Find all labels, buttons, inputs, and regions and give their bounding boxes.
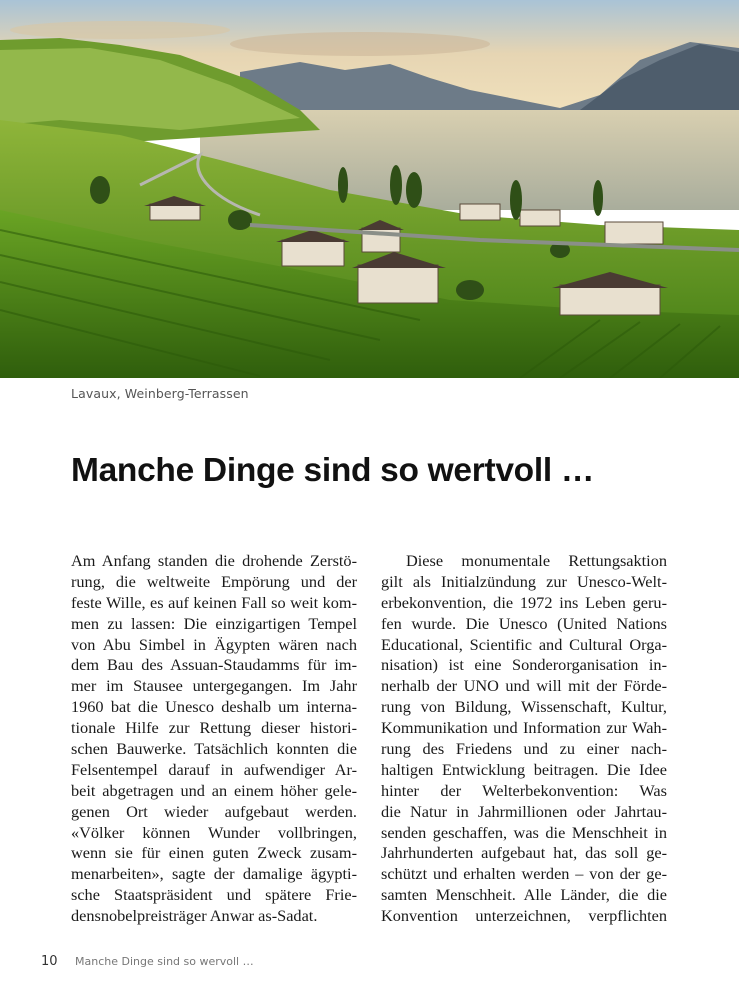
text-line: rung, die weltweite Empörung und der bbox=[71, 571, 357, 591]
text-line: erbekonvention, die 1972 ins Leben geru- bbox=[381, 592, 667, 612]
text-line: rung des Friedens und zu einer nach- bbox=[381, 739, 667, 759]
text-line: Felsentempel darauf in aufwendiger Ar- bbox=[71, 759, 357, 779]
text-line: sche Staatspräsident und spätere Frie- bbox=[71, 885, 357, 905]
text-line: samten Menschheit. Alle Länder, die die bbox=[381, 885, 667, 905]
text-line: gilt als Initialzündung zur Unesco-Welt- bbox=[381, 571, 667, 591]
text-line: feste Wille, es auf keinen Fall so weit kom- bbox=[71, 592, 357, 612]
running-title: Manche Dinge sind so wervoll … bbox=[75, 955, 254, 968]
body-column-right bbox=[381, 551, 667, 927]
text-line: schen Bauwerke. Tatsächlich konnten die bbox=[71, 739, 357, 759]
hero-photo bbox=[0, 0, 739, 378]
text-line: schützt und erhalten werden – von der ge- bbox=[381, 864, 667, 884]
text-line: haltigen Entwicklung beitragen. Die Idee bbox=[381, 759, 667, 779]
page-number: 10 bbox=[41, 954, 58, 969]
text-line: genen Ort wieder aufgebaut werden. bbox=[71, 801, 357, 821]
text-line: Diese monumentale Rettungsaktion bbox=[406, 551, 667, 570]
photo-caption: Lavaux, Weinberg-Terrassen bbox=[71, 386, 249, 401]
body-column-left bbox=[71, 551, 357, 927]
page-footer bbox=[41, 954, 254, 969]
vineyard-lake-landscape-image bbox=[0, 0, 739, 378]
text-line: rung von Bildung, Wissenschaft, Kultur, bbox=[381, 697, 667, 717]
text-line: Jahrhunderten aufgebaut hat, das soll ge- bbox=[381, 843, 667, 863]
text-line: 1960 bat die Unesco deshalb um interna- bbox=[71, 697, 357, 717]
text-line: senden geschaffen, was die Menschheit in bbox=[381, 822, 667, 842]
text-line: densnobelpreisträger Anwar as-Sadat. bbox=[71, 906, 318, 926]
text-line: «Völker können Wunder vollbringen, bbox=[71, 822, 357, 842]
text-line: dem Bau des Assuan-Staudamms für im- bbox=[71, 655, 357, 675]
text-line: Konvention unterzeichnen, verpflichten bbox=[381, 906, 667, 926]
text-line: beit abgetragen und an einem höher gele- bbox=[71, 780, 357, 800]
text-line: nerhalb der UNO und will mit der Förde- bbox=[381, 676, 667, 696]
text-line: hinter der Welterbekonvention: Was bbox=[381, 780, 667, 800]
text-line: tionale Hilfe zur Rettung dieser histori- bbox=[71, 718, 357, 738]
text-line: nisation) ist eine Sonderorganisation in- bbox=[381, 655, 667, 675]
text-line: Kommunikation und Information zur Wah- bbox=[381, 718, 667, 738]
text-line: Am Anfang standen die drohende Zerstö- bbox=[71, 551, 357, 570]
text-line: fen wurde. Die Unesco (United Nations bbox=[381, 613, 667, 633]
text-line: men zu lassen: Die einzigartigen Tempel bbox=[71, 613, 357, 633]
text-line: wenn sie für einen guten Zweck zusam- bbox=[71, 843, 357, 863]
text-line: mer im Stausee untergegangen. Im Jahr bbox=[71, 676, 357, 696]
text-line: die Natur in Jahrmillionen oder Jahrtau- bbox=[381, 801, 667, 821]
text-line: menarbeiten», sagte der damalige ägypti- bbox=[71, 864, 357, 884]
text-line: von Abu Simbel in Ägypten wären nach bbox=[71, 634, 357, 654]
text-line: Educational, Scientific and Cultural Orga- bbox=[381, 634, 667, 654]
chapter-title: Manche Dinge sind so wertvoll … bbox=[71, 452, 595, 489]
